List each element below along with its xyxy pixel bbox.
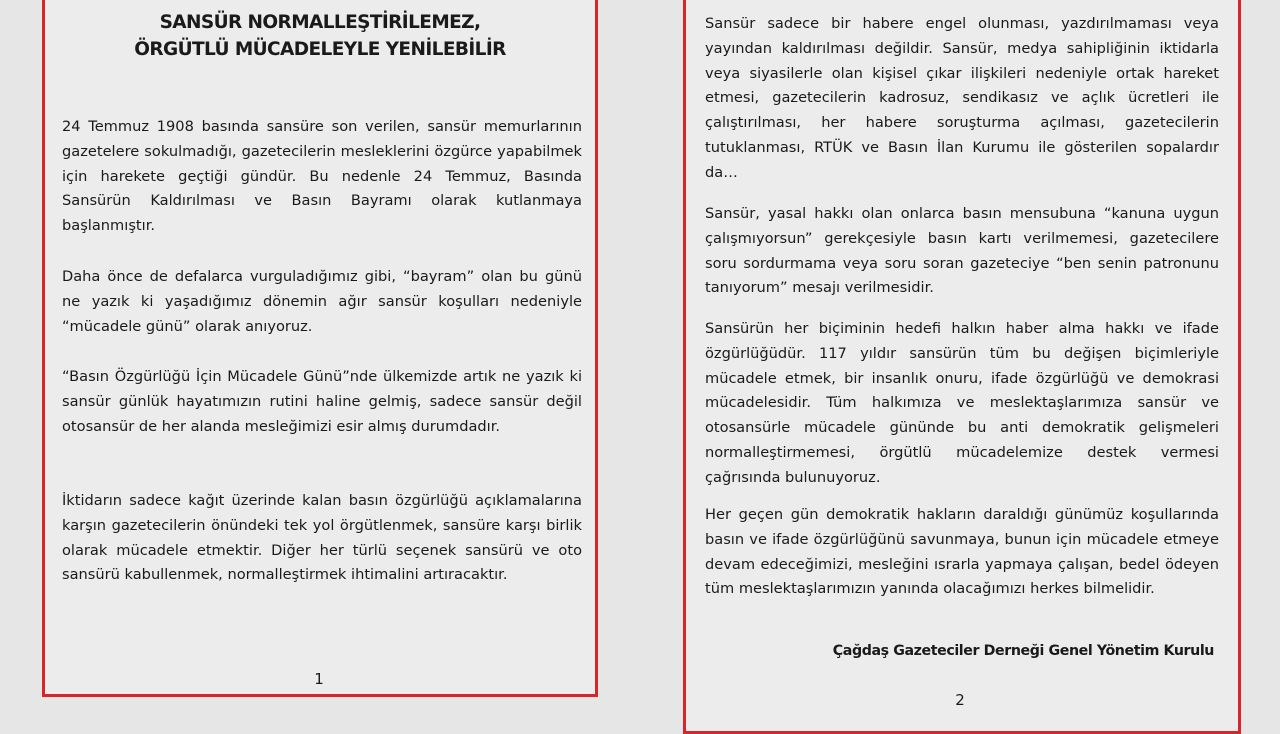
paragraph-organize: İktidarın sadece kağıt üzerinde kalan basın özgürlüğü açıklamalarına karşın gazetecilerin önündeki tek yol örgütlenmek, sansüre karşı birlik olarak mücadele etmektir. Diğer her türlü seçenek sansürü ve oto sansürü kabullenmek, normalleştirmek ihtimalini artıracaktır. (62, 492, 582, 584)
paragraph-press-card: Sansür, yasal hakkı olan onlarca basın mensubuna “kanuna uygun çalışmıyorsun” gerekçesiyle basın kartı verilmemesi, gazetecilere soru sordurmama veya soru soran gazeteciye “ben senin patronunu tanıyorum” mesajı verilmesidir. (705, 205, 1219, 297)
paragraph-solidarity: Her geçen gün demokratik hakların daraldığı günümüz koşullarında basın ve ifade özgürlüğünü savunmaya, bunun için mücadele etmeye devam edeceğimizi, mesleğini ısrarla yapmaya çalışan, bedel ödeyen tüm meslektaşlarımızın yanında olacağımızı herkes bilmelidir. (705, 506, 1219, 598)
document-page-2 (683, 0, 1241, 734)
paragraph-right-to-information: Sansürün her biçiminin hedefi halkın haber alma hakkı ve ifade özgürlüğüdür. 117 yıldır sansürün tüm bu değişen biçimleriyle mücadele etmek, bir insanlık onuru, ifade özgürlüğü ve demokrasi mücadelesidir. Tüm halkımıza ve meslektaşlarımıza sansür ve otosansürle mücadele gününde bu anti demokratik gelişmeleri normalleştirmemesi, örgütlü mücadelemize destek vermesi çağrısında bulunuyoruz. (705, 320, 1219, 486)
signature: Çağdaş Gazeteciler Derneği Genel Yönetim Kurulu (832, 643, 1214, 659)
paragraph-intro: 24 Temmuz 1908 basında sansüre son verilen, sansür memurlarının gazetelere sokulmadığı, gazetecilerin mesleklerini özgürce yapabilmek için harekete geçtiği gündür. Bu nedenle 24 Temmuz, Basında Sansürün Kaldırılması ve Basın Bayramı olarak kutlanmaya başlanmıştır. (62, 118, 582, 235)
paragraph-press-freedom-day: “Basın Özgürlüğü İçin Mücadele Günü”nde ülkemizde artık ne yazık ki sansür günlük hayatımızın rutini haline gelmiş, sadece sansür değil otosansür de her alanda mesleğimizi esir almış durumdadır. (62, 368, 582, 435)
paragraph-struggle-day: Daha önce de defalarca vurguladığımız gibi, “bayram” olan bu günü ne yazık ki yaşadığımız dönemin ağır sansür koşulları nedeniyle “mücadele günü” olarak anıyoruz. (62, 268, 582, 335)
document-page-1 (42, 0, 598, 697)
page-title-line-2: ÖRGÜTLÜ MÜCADELEYLE YENİLEBİLİR (134, 39, 506, 60)
paragraph-censorship-definition: Sansür sadece bir habere engel olunması, yazdırılmaması veya yayından kaldırılması değildir. Sansür, medya sahipliğinin iktidarla veya siyasilerle olan kişisel çıkar ilişkileri nedeniyle ortak hareket etmesi, gazetecilerin kadrosuz, sendikasız ve açlık ücretleri ile çalıştırılması, her habere soruşturma açılması, gazetecilerin tutuklanması, RTÜK ve Basın İlan Kurumu ile gösterilen sopalardır da… (705, 15, 1219, 181)
page-number-2: 2 (955, 691, 965, 709)
page-title-line-1: SANSÜR NORMALLEŞTİRİLEMEZ, (159, 12, 481, 33)
page-number-1: 1 (314, 670, 324, 688)
